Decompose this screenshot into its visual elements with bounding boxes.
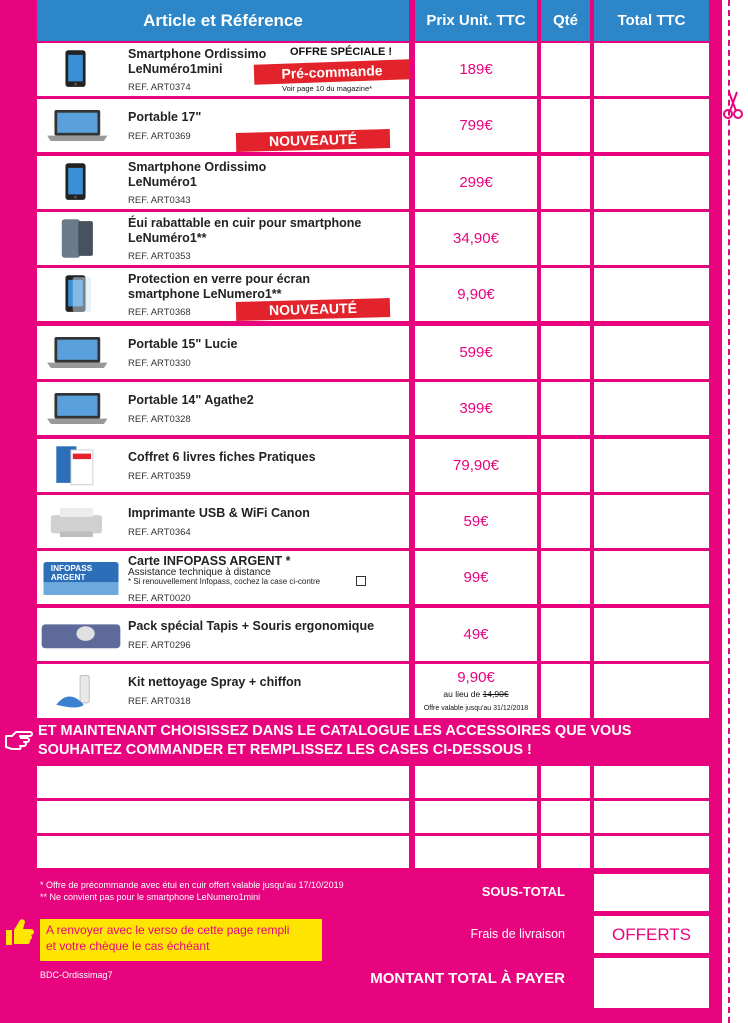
return-note-line-2: et votre chèque le cas échéant xyxy=(46,939,210,953)
accessory-cell[interactable] xyxy=(541,801,590,833)
accessory-cell[interactable] xyxy=(541,766,590,798)
shipping-label: Frais de livraison xyxy=(470,927,565,941)
grand-total-label: MONTANT TOTAL À PAYER xyxy=(370,970,565,987)
unit-price: 34,90€ xyxy=(453,229,499,247)
total-cell[interactable] xyxy=(594,326,709,379)
product-name: Portable 15" Lucie xyxy=(128,337,238,351)
scissors-icon xyxy=(722,90,744,120)
qty-cell[interactable] xyxy=(541,326,590,379)
footnote-2: ** Ne convient pas pour le smartphone LeNumero1mini xyxy=(40,892,261,902)
product-ref: REF. ART0353 xyxy=(128,251,191,262)
product-name: Pack spécial Tapis + Souris ergonomique xyxy=(128,619,375,633)
smartphone-icon xyxy=(38,45,124,94)
grand-total-field[interactable] xyxy=(594,958,709,1008)
laptop-icon xyxy=(38,101,124,150)
footer-code: BDC-Ordissimag7 xyxy=(40,970,113,980)
mousepad-icon xyxy=(38,610,124,659)
accessory-cell[interactable] xyxy=(594,801,709,833)
new-badge-2: NOUVEAUTÉ xyxy=(236,298,390,321)
product-name: LeNuméro1 xyxy=(128,175,197,189)
product-ref: REF. ART0359 xyxy=(128,471,191,482)
qty-cell[interactable] xyxy=(541,551,590,604)
product-name: Portable 17" xyxy=(128,110,202,124)
accessory-row xyxy=(0,766,722,798)
preorder-note: Voir page 10 du magazine* xyxy=(282,84,373,93)
card-icon xyxy=(38,553,124,602)
qty-cell[interactable] xyxy=(541,439,590,492)
unit-price: 599€ xyxy=(459,343,493,361)
return-note-box xyxy=(40,919,322,961)
total-cell[interactable] xyxy=(594,495,709,548)
old-price-line xyxy=(415,689,537,699)
product-name: Smartphone Ordissimo xyxy=(128,160,267,174)
unit-price: 59€ xyxy=(463,512,489,530)
new-badge-1: NOUVEAUTÉ xyxy=(236,129,390,152)
qty-cell[interactable] xyxy=(541,495,590,548)
table-row xyxy=(0,212,722,265)
total-cell[interactable] xyxy=(594,664,709,718)
product-ref: REF. ART0296 xyxy=(128,640,191,651)
card-text: INFOPASS xyxy=(50,564,93,574)
unit-price: 189€ xyxy=(459,60,493,78)
screen-protector-icon xyxy=(38,270,124,319)
total-cell[interactable] xyxy=(594,99,709,152)
printer-icon xyxy=(38,497,124,546)
qty-cell[interactable] xyxy=(541,212,590,265)
product-name: Kit nettoyage Spray + chiffon xyxy=(128,675,302,689)
qty-cell[interactable] xyxy=(541,664,590,718)
product-ref: REF. ART0364 xyxy=(128,527,191,538)
subtotal-label: SOUS-TOTAL xyxy=(481,884,565,899)
table-row xyxy=(0,439,722,492)
accessory-cell[interactable] xyxy=(37,801,409,833)
total-cell[interactable] xyxy=(594,268,709,321)
accessory-cell[interactable] xyxy=(415,766,537,798)
product-name: Smartphone Ordissimo xyxy=(128,47,267,61)
product-name: Protection en verre pour écran xyxy=(128,272,311,286)
header-price: Prix Unit. TTC xyxy=(415,0,537,41)
table-row xyxy=(0,608,722,661)
accessory-row xyxy=(0,801,722,833)
table-row xyxy=(0,326,722,379)
return-note-line-1: A renvoyer avec le verso de cette page rempli xyxy=(46,923,290,937)
product-subtext: Assistance technique à distance xyxy=(128,567,271,578)
spray-icon xyxy=(38,666,124,716)
product-name: Éui rabattable en cuir pour smartphone xyxy=(128,216,362,230)
accessories-line-1: ET MAINTENANT CHOISISSEZ DANS LE CATALOGUE LES ACCESSOIRES QUE VOUS xyxy=(38,723,632,739)
total-cell[interactable] xyxy=(594,551,709,604)
accessory-cell[interactable] xyxy=(415,836,537,868)
preorder-badge: Pré-commande xyxy=(254,59,411,84)
unit-price: 49€ xyxy=(463,625,489,643)
card-text: ARGENT xyxy=(50,573,86,583)
old-price-prefix: au lieu de xyxy=(443,689,483,699)
product-ref: REF. ART0369 xyxy=(128,131,191,142)
pointing-hand-icon xyxy=(4,728,34,750)
renewal-checkbox[interactable] xyxy=(356,576,366,586)
product-name: smartphone LeNumero1** xyxy=(128,287,282,301)
qty-cell[interactable] xyxy=(541,268,590,321)
unit-price: 9,90€ xyxy=(457,285,495,303)
total-cell[interactable] xyxy=(594,439,709,492)
laptop-icon xyxy=(38,384,124,433)
footnote-1: * Offre de précommande avec étui en cuir offert valable jusqu'au 17/10/2019 xyxy=(40,880,344,890)
product-ref: REF. ART0343 xyxy=(128,195,191,206)
accessory-cell[interactable] xyxy=(594,766,709,798)
product-ref: REF. ART0368 xyxy=(128,307,191,318)
table-row xyxy=(0,382,722,435)
table-row xyxy=(0,664,722,718)
qty-cell[interactable] xyxy=(541,608,590,661)
total-cell[interactable] xyxy=(594,212,709,265)
total-cell[interactable] xyxy=(594,608,709,661)
accessory-row xyxy=(0,836,722,868)
special-offer-label: OFFRE SPÉCIALE ! xyxy=(290,46,393,58)
table-row xyxy=(0,156,722,209)
header-total: Total TTC xyxy=(594,0,709,41)
unit-price: 79,90€ xyxy=(453,456,499,474)
total-cell[interactable] xyxy=(594,382,709,435)
subtotal-field[interactable] xyxy=(594,874,709,911)
old-price: 14,90€ xyxy=(482,689,509,699)
product-subtext: * Si renouvellement Infopass, cochez la case ci-contre xyxy=(128,577,321,586)
thumbs-up-icon xyxy=(2,914,36,948)
books-icon xyxy=(38,441,124,490)
product-ref: REF. ART0328 xyxy=(128,414,191,425)
table-row xyxy=(0,551,722,604)
unit-price: 799€ xyxy=(459,116,493,134)
offer-validity: Offre valable jusqu'au 31/12/2018 xyxy=(423,705,529,712)
accessory-cell[interactable] xyxy=(37,836,409,868)
smartphone-icon xyxy=(38,158,124,207)
product-name: Imprimante USB & WiFi Canon xyxy=(128,506,310,520)
qty-cell[interactable] xyxy=(541,43,590,96)
table-row xyxy=(0,495,722,548)
accessory-cell[interactable] xyxy=(37,766,409,798)
total-cell[interactable] xyxy=(594,156,709,209)
product-name: Coffret 6 livres fiches Pratiques xyxy=(128,450,316,464)
product-ref: REF. ART0318 xyxy=(128,696,191,707)
header-article: Article et Référence xyxy=(37,0,409,41)
shipping-value: OFFERTS xyxy=(611,925,692,944)
qty-cell[interactable] xyxy=(541,382,590,435)
accessory-cell[interactable] xyxy=(594,836,709,868)
laptop-icon xyxy=(38,328,124,377)
qty-cell[interactable] xyxy=(541,99,590,152)
product-name: LeNuméro1mini xyxy=(128,62,223,76)
qty-cell[interactable] xyxy=(541,156,590,209)
product-name: Carte INFOPASS ARGENT * xyxy=(128,554,291,568)
header-qty: Qté xyxy=(541,0,590,41)
product-ref: REF. ART0374 xyxy=(128,82,191,93)
unit-price: 99€ xyxy=(463,568,489,586)
shipping-value-box xyxy=(594,916,709,953)
accessories-instruction xyxy=(38,722,718,760)
product-name: LeNuméro1** xyxy=(128,231,207,245)
accessory-cell[interactable] xyxy=(415,801,537,833)
phone-case-icon xyxy=(38,214,124,263)
unit-price: 9,90€ xyxy=(457,669,495,686)
product-name: Portable 14" Agathe2 xyxy=(128,393,254,407)
cut-line xyxy=(728,0,730,1023)
unit-price: 299€ xyxy=(459,173,493,191)
product-ref: REF. ART0020 xyxy=(128,593,191,604)
accessory-cell[interactable] xyxy=(541,836,590,868)
accessories-line-2: SOUHAITEZ COMMANDER ET REMPLISSEZ LES CASES CI-DESSOUS ! xyxy=(38,742,532,758)
unit-price: 399€ xyxy=(459,399,493,417)
total-cell[interactable] xyxy=(594,43,709,96)
product-ref: REF. ART0330 xyxy=(128,358,191,369)
